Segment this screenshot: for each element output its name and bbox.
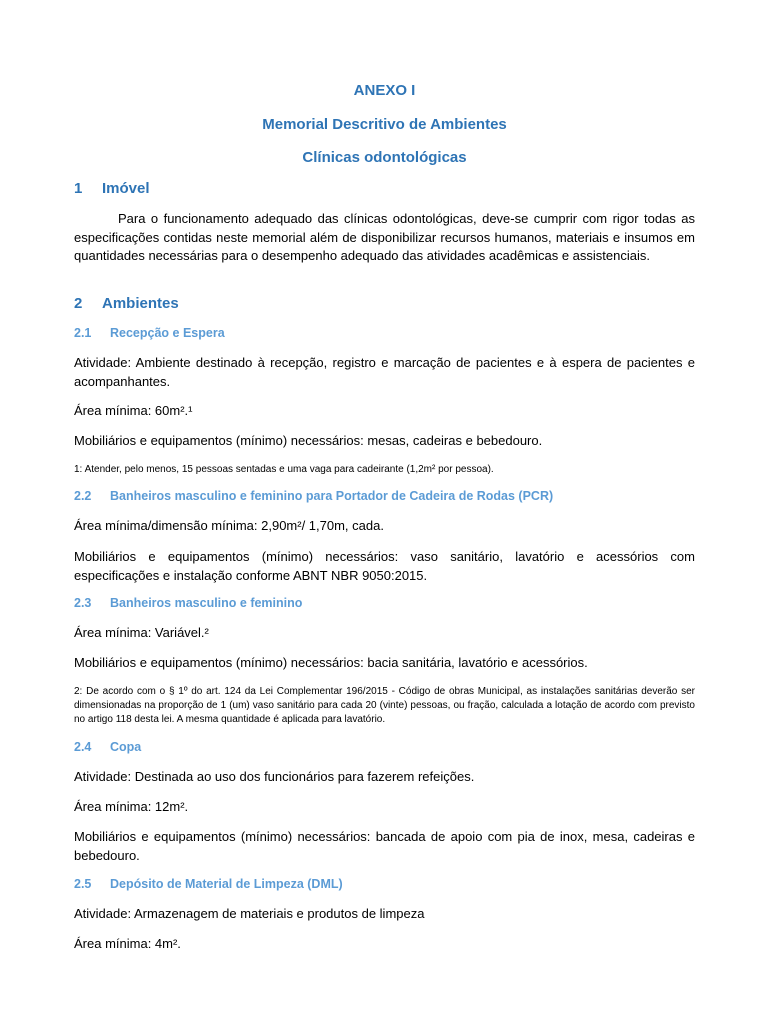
furniture-paragraph: Mobiliários e equipamentos (mínimo) necessários: bacia sanitária, lavatório e acessórios. [74,655,588,670]
subsection-number: 2.2 [74,489,92,503]
subsection-title: Copa [110,740,142,754]
footnote-1: 1: Atender, pelo menos, 15 pessoas sentadas e uma vaga para cadeirante (1,2m² por pessoa). [74,464,494,475]
subsection-title: Banheiros masculino e feminino para Portador de Cadeira de Rodas (PCR) [110,489,554,503]
section-intro-paragraph: Para o funcionamento adequado das clínicas odontológicas, deve-se cumprir com rigor todas as especificações contidas neste memorial além de disponibilizar recursos humanos, materiais e insumos em quantidades necessárias para o desempenho adequado das atividades acadêmicas e assistenciais. [74,211,695,263]
subsection-number: 2.5 [74,877,92,891]
document-subsubtitle: Clínicas odontológicas [302,149,467,166]
activity-paragraph: Atividade: Destinada ao uso dos funcionários para fazerem refeições. [74,769,475,784]
document-subtitle: Memorial Descritivo de Ambientes [262,116,507,133]
subsection-number: 2.1 [74,326,92,340]
section-title: Ambientes [102,295,179,312]
furniture-paragraph: Mobiliários e equipamentos (mínimo) necessários: mesas, cadeiras e bebedouro. [74,433,543,448]
section-number: 1 [74,180,83,197]
section-heading-ambientes [74,295,179,312]
section-title: Imóvel [102,180,150,197]
subsection-number: 2.3 [74,596,92,610]
subsection-heading-banheiros-pcr [74,489,553,503]
subsection-heading-dml [74,877,343,891]
section-heading-imovel [74,180,150,197]
subsection-heading-recepcao [74,326,225,340]
subsection-number: 2.4 [74,740,92,754]
area-paragraph: Área mínima: 4m². [74,936,181,951]
footnote-2: 2: De acordo com o § 1º do art. 124 da Lei Complementar 196/2015 - Código de obras Municipal, as instalações sanitárias deverão ser dimensionadas na proporção de 1 (um) vaso sanitário para cada 20 (vinte) pessoas, ou fração, calculada a lotação de acordo com previsto no artigo 118 desta lei. A mesma quantidade é aplicada para lavatório. [74,686,695,725]
area-paragraph: Área mínima: 12m². [74,799,189,814]
subsection-heading-banheiros [74,596,302,610]
furniture-paragraph: Mobiliários e equipamentos (mínimo) necessários: bancada de apoio com pia de inox, mesa, cadeiras e bebedouro. [74,829,695,863]
annex-title: ANEXO I [353,82,416,99]
subsection-heading-copa [74,740,141,754]
area-paragraph: Área mínima: 60m².¹ [74,403,193,418]
subsection-title: Recepção e Espera [110,326,225,340]
activity-paragraph: Atividade: Ambiente destinado à recepção, registro e marcação de pacientes e à espera de pacientes e acompanhantes. [74,355,695,389]
subsection-title: Banheiros masculino e feminino [110,596,303,610]
activity-paragraph: Atividade: Armazenagem de materiais e produtos de limpeza [74,906,425,921]
area-paragraph: Área mínima/dimensão mínima: 2,90m²/ 1,70m, cada. [74,518,384,533]
subsection-title: Depósito de Material de Limpeza (DML) [110,877,343,891]
area-paragraph: Área mínima: Variável.² [74,625,209,640]
section-number: 2 [74,295,83,312]
furniture-paragraph: Mobiliários e equipamentos (mínimo) necessários: vaso sanitário, lavatório e acessórios com especificações e instalação conforme ABNT NBR 9050:2015. [74,549,695,583]
